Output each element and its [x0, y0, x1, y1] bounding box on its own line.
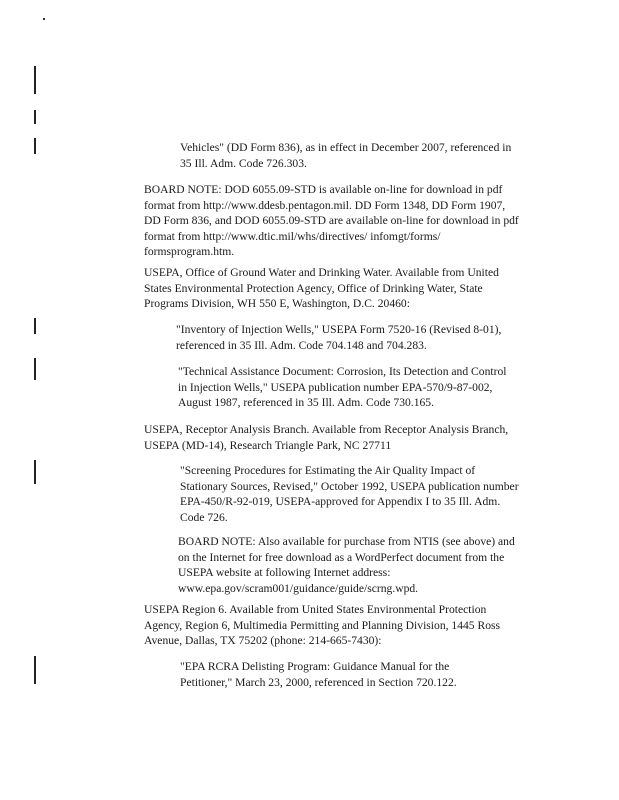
text-line: referenced in 35 Ill. Adm. Code 704.148 and 704.283. — [176, 338, 427, 352]
revision-bar — [34, 138, 36, 154]
revision-bar — [34, 318, 36, 334]
text-line: "Screening Procedures for Estimating the Air Quality Impact of — [180, 464, 476, 477]
revision-bar — [34, 656, 36, 684]
paragraph-receptor-analysis — [144, 422, 508, 453]
text-line: Code 726. — [180, 510, 228, 524]
text-line: States Environmental Protection Agency, Office of Drinking Water, State — [144, 281, 483, 295]
text-line: USEPA, Receptor Analysis Branch. Available from Receptor Analysis Branch, — [144, 423, 509, 436]
scan-speck — [43, 18, 45, 20]
text-line: Avenue, Dallas, TX 75202 (phone: 214-665-7430): — [144, 634, 382, 648]
text-line: USEPA Region 6. Available from United States Environmental Protection — [144, 603, 487, 616]
paragraph-dd-form-836 — [180, 140, 511, 171]
text-line: in Injection Wells," USEPA publication number EPA-570/9-87-002, — [178, 380, 493, 394]
revision-bar — [34, 110, 36, 124]
text-line: on the Internet for free download as a WordPerfect document from the — [178, 550, 505, 564]
text-line: 35 Ill. Adm. Code 726.303. — [180, 156, 307, 170]
revision-bar — [34, 66, 36, 94]
text-line: Stationary Sources, Revised," October 1992, USEPA publication number — [180, 479, 519, 493]
text-line: DD Form 836, and DOD 6055.09-STD are available on-line for download in pdf — [144, 214, 519, 228]
text-line: BOARD NOTE: Also available for purchase from NTIS (see above) and — [178, 535, 515, 548]
revision-bar — [34, 358, 36, 380]
text-line: formsprogram.htm. — [144, 245, 235, 259]
text-line: www.epa.gov/scram001/guidance/guide/scrng.wpd. — [178, 581, 419, 595]
text-line: BOARD NOTE: DOD 6055.09-STD is available on-line for download in pdf — [144, 183, 503, 196]
text-line: Vehicles" (DD Form 836), as in effect in December 2007, referenced in — [180, 141, 512, 154]
text-line: Agency, Region 6, Multimedia Permitting and Planning Division, 1445 Ross — [144, 618, 501, 632]
text-line: format from http://www.dtic.mil/whs/directives/ infomgt/forms/ — [144, 229, 441, 243]
paragraph-usepa-region-6 — [144, 602, 500, 649]
text-line: "Inventory of Injection Wells," USEPA Form 7520-16 (Revised 8-01), — [176, 323, 502, 336]
text-line: format from http://www.ddesb.pentagon.mil. DD Form 1348, DD Form 1907, — [144, 198, 506, 212]
paragraph-technical-assistance — [178, 364, 506, 411]
paragraph-inventory-injection-wells — [176, 322, 501, 353]
paragraph-rcra-delisting — [180, 659, 457, 690]
text-line: Petitioner," March 23, 2000, referenced in Section 720.122. — [180, 675, 457, 689]
text-line: Programs Division, WH 550 E, Washington, D.C. 20460: — [144, 297, 410, 311]
text-line: "EPA RCRA Delisting Program: Guidance Manual for the — [180, 660, 450, 673]
text-line: "Technical Assistance Document: Corrosion, Its Detection and Control — [178, 365, 507, 378]
paragraph-board-note-ntis — [178, 534, 515, 596]
text-line: USEPA website at following Internet address: — [178, 566, 391, 580]
text-line: USEPA (MD-14), Research Triangle Park, NC 27711 — [144, 438, 392, 452]
paragraph-usepa-ground-water — [144, 265, 499, 312]
paragraph-board-note-dod — [144, 182, 519, 260]
revision-bar — [34, 460, 36, 484]
text-line: EPA-450/R-92-019, USEPA-approved for Appendix I to 35 Ill. Adm. — [180, 495, 501, 509]
text-line: August 1987, referenced in 35 Ill. Adm. Code 730.165. — [178, 396, 434, 410]
paragraph-screening-procedures — [180, 463, 519, 525]
text-line: USEPA, Office of Ground Water and Drinking Water. Available from United — [144, 266, 499, 279]
